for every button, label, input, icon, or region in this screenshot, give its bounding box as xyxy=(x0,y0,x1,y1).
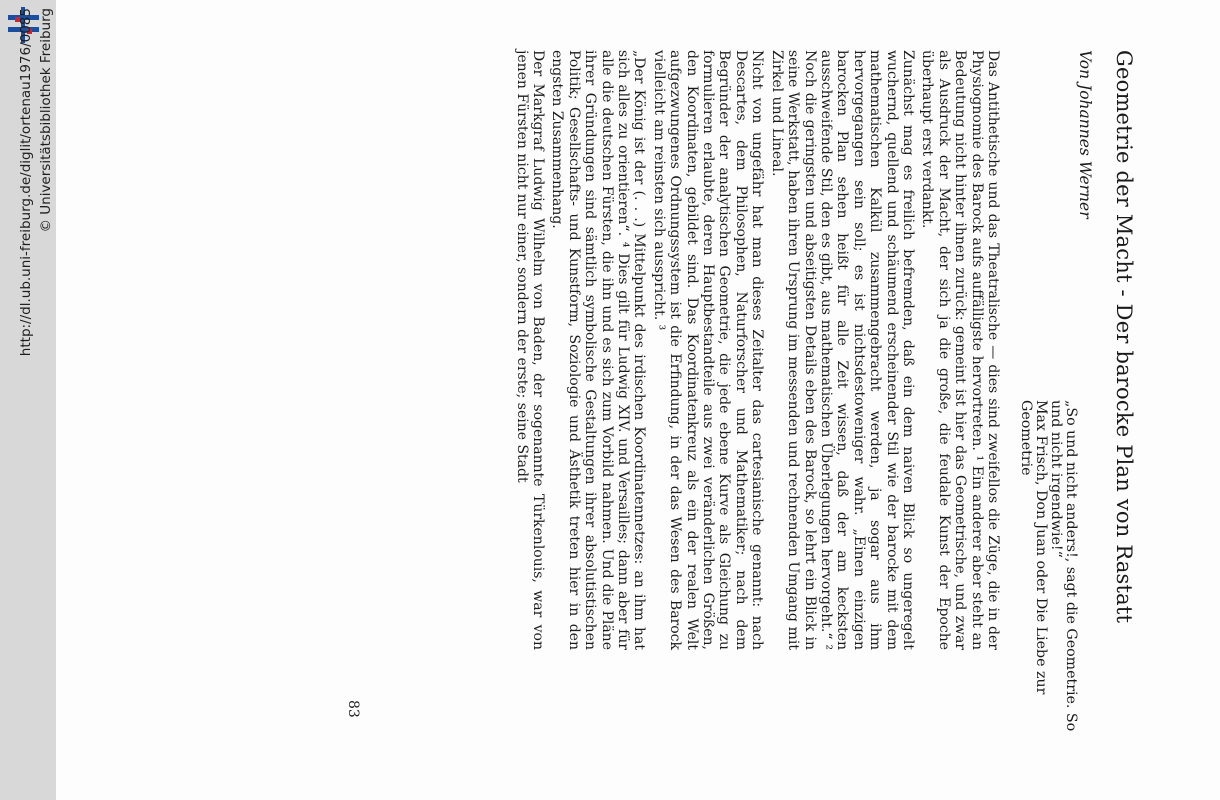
page-number: 83 xyxy=(345,700,361,718)
paragraph: Das Antithetische und das Theatralische — dies sind zweifellos die Züge, die in der Physiognomie des Barock aufs auffälligste hervortreten. ¹ Ein anderer aber steht an Bedeutung nicht hinter ihnen zurück: gemeint ist hier das Geometrische, und zwar als Ausdruck der Macht, der sich ja die große, die feudale Kunst der Epoche überhaupt erst verdankt. xyxy=(919,50,1001,650)
source-url[interactable]: http://dl.ub.uni-freiburg.de/diglit/ortenau1976/0085 xyxy=(18,8,34,357)
paragraph: Der Markgraf Ludwig Wilhelm von Baden, der sogenannte Türkenlouis, war von jenen Fürsten nicht nur einer, sondern der erste; seine Stadt xyxy=(513,50,547,650)
paragraph: „Der König ist der (. . .) Mittelpunkt des irdischen Koordinatennetzes: an ihm hat sich alles zu orientieren“. ⁴ Dies gilt für Ludwig XIV. und Versailles; dann aber für alle die deutschen Fürsten, die ihn und es sich zum Vorbild nahmen. Und die Pläne ihrer Gründungen sind sämtlich symbolische Gestaltungen ihrer absolutistischen Politik; Gesellschafts- und Kunstform, Soziologie und Ästhetik treten hier in den engsten Zusammenhang. xyxy=(549,50,648,650)
scanned-page xyxy=(56,0,1220,800)
viewer-margin xyxy=(0,0,56,800)
article-body xyxy=(510,50,1001,650)
paragraph: Zunächst mag es freilich befremden, daß ein dem naiven Blick so ungeregelt wuchernd, quellend und schäumend erscheinender Stil wie der barocke mit dem mathematischen Kalkül zusammengebracht werden, ja sogar aus ihm hervorgegangen sein soll; es ist nichtsdestoweniger wahr. „Einen einzigen barocken Plan sehen heißt für alle Zeit wissen, daß der am kecksten ausschweifende Stil, den es gibt, aus mathematischen Überlegungen hervorgeht.“ ² Noch die geringsten und abseitigsten Details eben des Barock, so lehrt ein Blick in seine Werkstatt, haben ihren Ursprung im messenden und rechnenden Umgang mit Zirkel und Lineal. xyxy=(768,50,916,650)
article-title: Geometrie der Macht - Der barocke Plan von Rastatt xyxy=(1112,50,1136,624)
epigraph-quote: „So und nicht anders!, sagt die Geometrie. So und nicht irgendwie!“ xyxy=(1048,400,1079,732)
copyright-notice: © Universitätsbibliothek Freiburg xyxy=(38,8,54,233)
margin-text xyxy=(0,0,56,800)
rotated-page-content xyxy=(56,0,1216,800)
epigraph xyxy=(1018,400,1078,745)
paragraph: Nicht von ungefähr hat man dieses Zeitalter das cartesianische genannt: nach Descartes, dem Philosophen, Naturforscher und Mathematiker; nach dem Begründer der analytischen Geometrie, die jede ebene Kurve als Gleichung zu formulieren erlaubte, deren Hauptbestandteile aus zwei veränderlichen Größen, den Koordinaten, gebildet sind. Das Koordinatenkreuz als ein der realen Welt aufgezwungenes Ordnungssystem ist die Erfindung, in der das Wesen des Barock vielleicht am reinsten sich ausspricht. ³ xyxy=(650,50,766,650)
article-author: Von Johannes Werner xyxy=(1076,50,1094,219)
epigraph-source: Max Frisch, Don Juan oder Die Liebe zur Geometrie xyxy=(1018,400,1049,695)
